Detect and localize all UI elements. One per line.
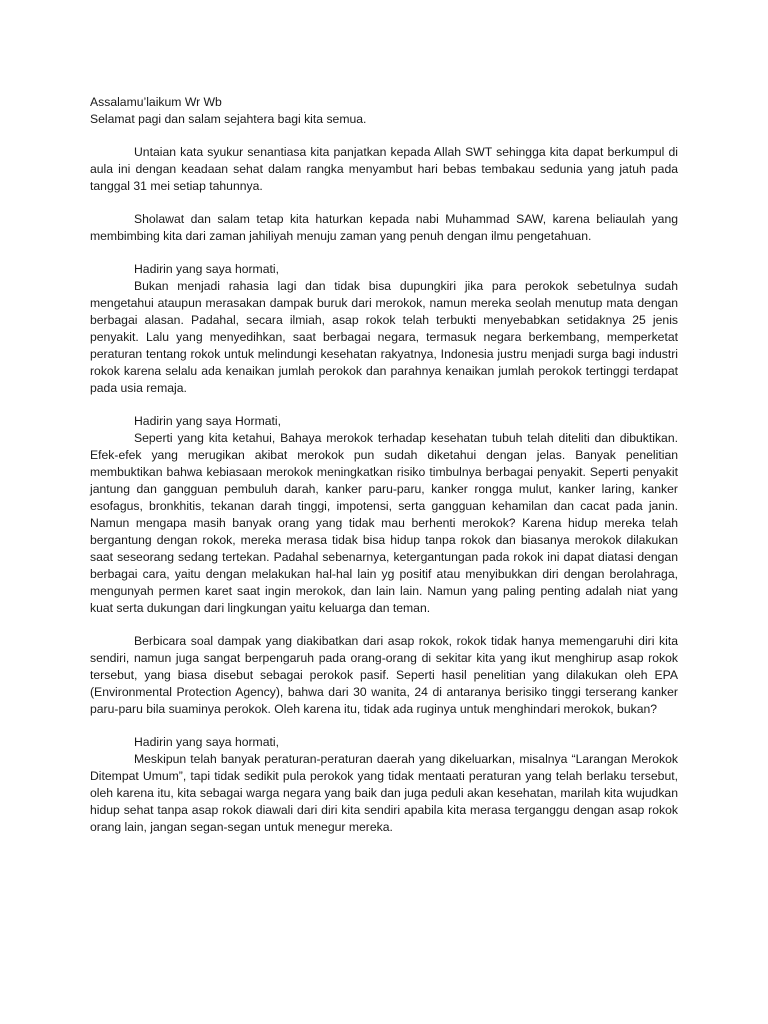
section-3-body: Meskipun telah banyak peraturan-peraturan daerah yang dikeluarkan, misalnya “Larangan Merokok Ditempat Umum”, tapi tidak sedikit pula perokok yang tidak mentaati peraturan yang telah berlaku tersebut, oleh karena itu, kita sebagai warga negara yang baik dan juga peduli akan kesehatan, marilah kita wujudkan hidup sehat tanpa asap rokok diawali dari diri kita sendiri apabila kita merasa terganggu dengan asap rokok orang lain, jangan segan-segan untuk menegur mereka. xyxy=(90,752,678,834)
greeting-line-1: Assalamu’laikum Wr Wb xyxy=(90,95,222,109)
section-2-body: Seperti yang kita ketahui, Bahaya merokok terhadap kesehatan tubuh telah diteliti dan dibuktikan. Efek-efek yang merugikan akibat merokok pun sudah diketahui dengan jelas. Banyak penelitian membuktikan bahwa kebiasaan merokok meningkatkan risiko timbulnya berbagai penyakit. Seperti penyakit jantung dan gangguan pembuluh darah, kanker paru-paru, kanker rongga mulut, kanker laring, kanker esofagus, bronkhitis, tekanan darah tinggi, impotensi, serta gangguan kehamilan dan cacat pada janin. Namun mengapa masih banyak orang yang tidak mau berhenti merokok? Karena hidup mereka telah bergantung dengan rokok, mereka merasa tidak bisa hidup tanpa rokok dan biasanya merokok dilakukan saat seseorang sedang tertekan. Padahal sebenarnya, ketergantungan pada rokok ini dapat diatasi dengan berbagai cara, yaitu dengan melakukan hal-hal lain yg positif atau menyibukkan diri dengan berolahraga, mengunyah permen karet saat ingin merokok, dan lain lain. Namun yang paling penting adalah niat yang kuat serta dukungan dari lingkungan yaitu keluarga dan teman. xyxy=(90,431,678,615)
paragraph-sholawat: Sholawat dan salam tetap kita haturkan kepada nabi Muhammad SAW, karena beliaulah yang membimbing kita dari zaman jahiliyah menuju zaman yang penuh dengan ilmu pengetahuan. xyxy=(90,212,678,243)
section-1-heading: Hadirin yang saya hormati, xyxy=(134,262,279,276)
section-1-body: Bukan menjadi rahasia lagi dan tidak bisa dupungkiri jika para perokok sebetulnya sudah mengetahui ataupun merasakan dampak buruk dari merokok, namun mereka seolah menutup mata dengan berbagai alasan. Padahal, secara ilmiah, asap rokok telah terbukti menyebabkan setidaknya 25 jenis penyakit. Lalu yang menyedihkan, saat berbagai negara, termasuk negara berkembang, memperketat peraturan tentang rokok untuk melindungi kesehatan rakyatnya, Indonesia justru menjadi surga bagi industri rokok karena selalu ada kenaikan jumlah perokok dan parahnya kenaikan jumlah perokok tertinggi terdapat pada usia remaja. xyxy=(90,279,678,395)
paragraph-thanksgiving: Untaian kata syukur senantiasa kita panjatkan kepada Allah SWT sehingga kita dapat berkumpul di aula ini dengan keadaan sehat dalam rangka menyambut hari bebas tembakau sedunia yang jatuh pada tanggal 31 mei setiap tahunnya. xyxy=(90,145,678,193)
document-page xyxy=(90,94,678,836)
section-2-heading: Hadirin yang saya Hormati, xyxy=(134,414,281,428)
greeting-line-2: Selamat pagi dan salam sejahtera bagi kita semua. xyxy=(90,112,367,126)
section-3-heading: Hadirin yang saya hormati, xyxy=(134,735,279,749)
paragraph-passive-smoker: Berbicara soal dampak yang diakibatkan dari asap rokok, rokok tidak hanya memengaruhi diri kita sendiri, namun juga sangat berpengaruh pada orang-orang di sekitar kita yang ikut menghirup asap rokok tersebut, yang biasa disebut sebagai perokok pasif. Seperti hasil penelitian yang dilakukan oleh EPA (Environmental Protection Agency), bahwa dari 30 wanita, 24 di antaranya berisiko tinggi terserang kanker paru-paru bila suaminya perokok. Oleh karena itu, tidak ada ruginya untuk menghindari merokok, bukan? xyxy=(90,634,678,716)
